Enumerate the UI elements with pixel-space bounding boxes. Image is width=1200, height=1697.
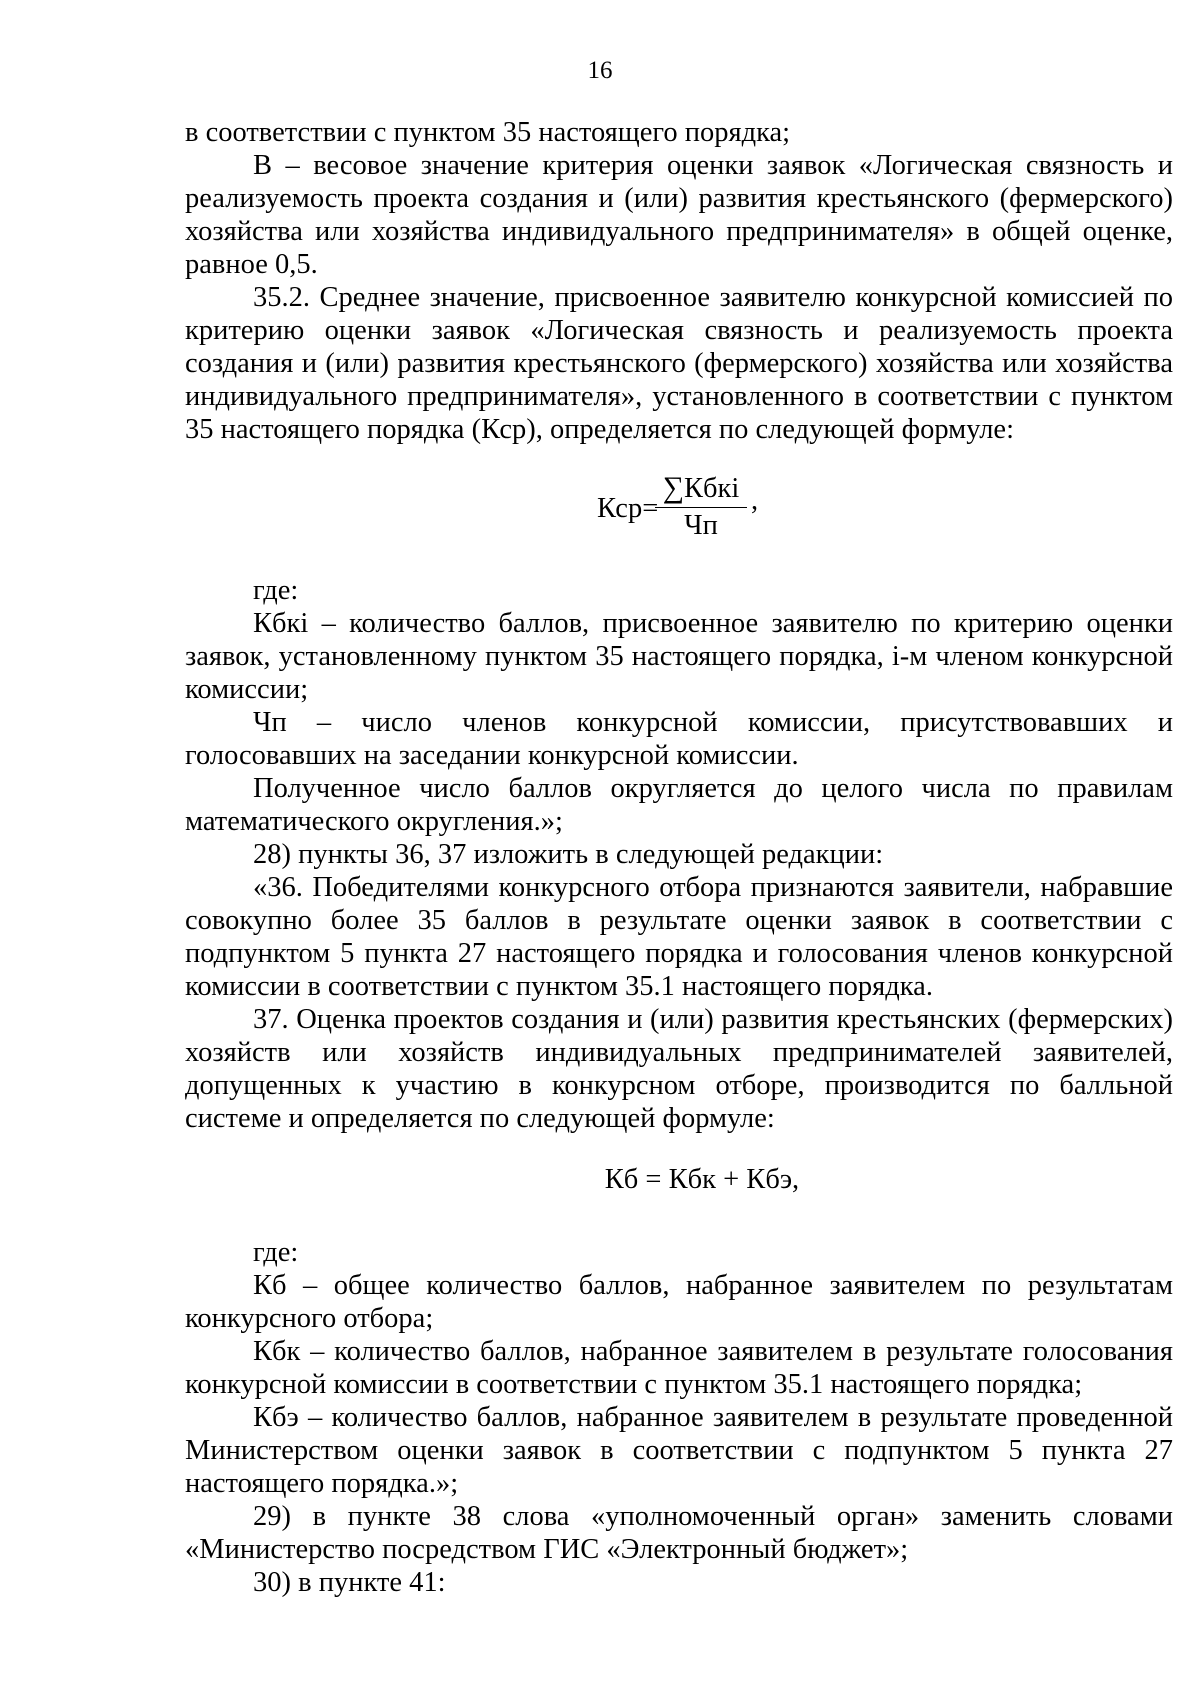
- formula-ksr-lhs: Кср=: [597, 493, 659, 524]
- paragraph-weight-b: В – весовое значение критерия оценки заявок «Логическая связность и реализуемость проекта создания и (или) развития крестьянского (фермерского) хозяйства или хозяйства индивидуального предпринимателя» в общей оценке, равное 0,5.: [185, 150, 1173, 280]
- page-number: 16: [587, 57, 613, 84]
- paragraph-continuation: в соответствии с пунктом 35 настоящего порядка;: [185, 117, 791, 148]
- formula-ksr-comma: ,: [751, 485, 759, 516]
- formula-ksr-numerator-text: Кбкi: [684, 473, 740, 504]
- paragraph-36: «36. Победителями конкурсного отбора признаются заявители, набравшие совокупно более 35 баллов в результате оценки заявок в соответствии с подпунктом 5 пункта 27 настоящего порядка и голосования членов конкурсной комиссии в соответствии с пунктом 35.1 настоящего порядка.: [185, 872, 1173, 1002]
- definition-kbe: Кбэ – количество баллов, набранное заявителем в результате проведенной Министерством оценки заявок в соответствии с подпунктом 5 пункта 27 настоящего порядка.»;: [185, 1402, 1173, 1499]
- formula-kb: Кб = Кбк + Кбэ,: [604, 1164, 800, 1195]
- sigma-symbol: ∑: [662, 471, 685, 504]
- paragraph-37: 37. Оценка проектов создания и (или) развития крестьянских (фермерских) хозяйств или хозяйств индивидуальных предпринимателей заявителей, допущенных к участию в конкурсном отборе, производится по балльной системе и определяется по следующей формуле:: [185, 1004, 1173, 1134]
- document-body: [185, 116, 1173, 1599]
- definition-kb: Кб – общее количество баллов, набранное заявителем по результатам конкурсного отбора;: [185, 1270, 1173, 1334]
- paragraph-item-28: 28) пункты 36, 37 изложить в следующей редакции:: [253, 839, 884, 870]
- definition-kbki: Кбкi – количество баллов, присвоенное заявителю по критерию оценки заявок, установленному пунктом 35 настоящего порядка, i-м членом конкурсной комиссии;: [185, 608, 1173, 705]
- where-label-2: где:: [253, 1237, 299, 1268]
- paragraph-item-29: 29) в пункте 38 слова «уполномоченный орган» заменить словами «Министерство посредством ГИС «Электронный бюджет»;: [185, 1501, 1173, 1565]
- formula-ksr-numerator: [655, 470, 747, 508]
- definition-kbk: Кбк – количество баллов, набранное заявителем в результате голосования конкурсной комиссии в соответствии с пунктом 35.1 настоящего порядка;: [185, 1336, 1173, 1400]
- where-label-1: где:: [253, 575, 299, 606]
- definition-chp: Чп – число членов конкурсной комиссии, присутствовавших и голосовавших на заседании конкурсной комиссии.: [185, 707, 1173, 771]
- formula-ksr-denominator: Чп: [684, 510, 718, 541]
- paragraph-35-2: 35.2. Среднее значение, присвоенное заявителю конкурсной комиссией по критерию оценки заявок «Логическая связность и реализуемость проекта создания и (или) развития крестьянского (фермерского) хозяйства или хозяйства индивидуального предпринимателя», установленного в соответствии с пунктом 35 настоящего порядка (Кср), определяется по следующей формуле:: [185, 282, 1173, 445]
- formula-ksr-fraction: [655, 470, 747, 544]
- paragraph-rounding: Полученное число баллов округляется до целого числа по правилам математического округления.»;: [185, 773, 1173, 837]
- formula-ksr: [185, 470, 1173, 552]
- paragraph-item-30: 30) в пункте 41:: [253, 1567, 446, 1598]
